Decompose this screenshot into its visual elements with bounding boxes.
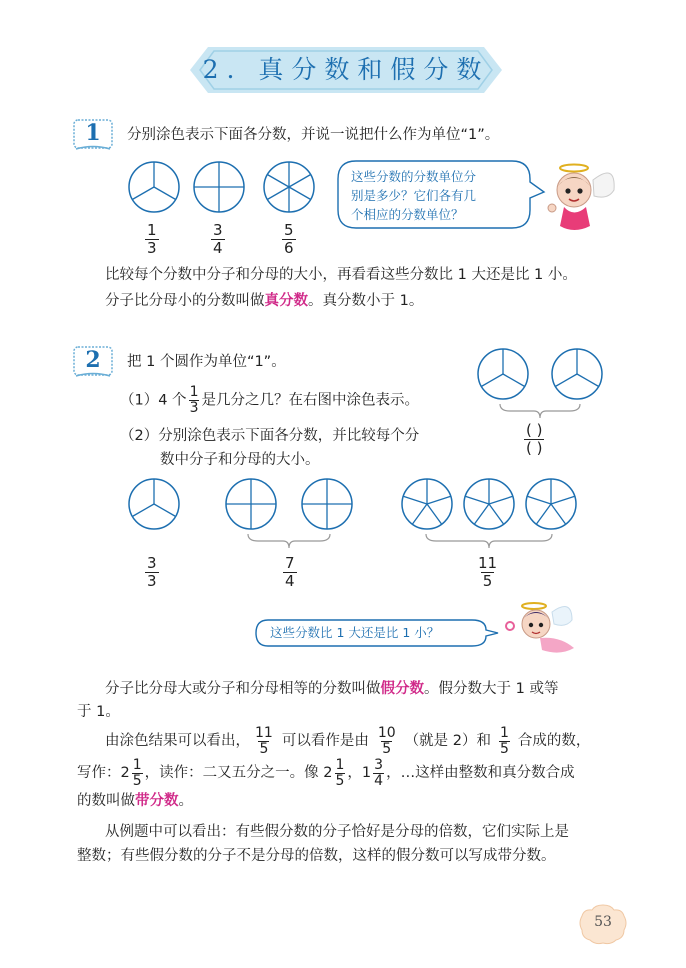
example-1-number: 1 [85,120,101,146]
answer-blank-fraction[interactable]: ( ) ( ) [526,421,543,457]
term-improper-fraction: 假分数 [380,681,424,697]
fraction-1-3: 1 3 [147,221,157,257]
example-2-instruction: 把 1 个圆作为单位“1”。 [127,354,286,370]
bubble-1-line-1: 这些分数的分数单位分 [351,169,477,184]
circle-quarters-row-1 [224,477,278,531]
circle-thirds [127,160,181,214]
ex1-para-line-2: 分子比分母小的分数叫做真分数。真分数小于 1。 [105,293,424,309]
para2-line-5: 的数叫做带分数。 [77,793,193,809]
question-1: （1）4 个 $\frac{1}{3}$ 是几分之几？在右图中涂色表示。 [120,384,419,416]
circle-quarters-row-2 [300,477,354,531]
circle-sixths [262,160,316,214]
circle-thirds-right-2 [550,347,604,401]
ex1-para-line-1: 比较每个分数中分子和分母的大小，再看看这些分数比 1 大还是比 1 小。 [105,267,577,283]
fraction-7-4: 7 4 [285,554,295,590]
circle-thirds-right-1 [476,347,530,401]
para3-line-1: 从例题中可以看出：有些假分数的分子恰好是分母的倍数，它们实际上是 [105,824,569,840]
brace-quarters [246,532,332,550]
brace-right [498,402,582,420]
bubble-1-line-2: 别是多少？它们各有几 [351,188,477,203]
fraction-3-4: 3 4 [213,221,223,257]
fraction-1-3-inline: $\frac{1}{3}$ [189,384,199,416]
page-number: 53 [594,914,612,930]
circle-fifths-row-2 [462,477,516,531]
fraction-3-3: 3 3 [147,554,157,590]
angel-cartoon-1 [538,160,618,240]
circle-thirds-row [127,477,181,531]
fraction-11-5: 11 5 [478,554,498,590]
circle-fifths-row-3 [524,477,578,531]
para2-line-2: 于 1。 [77,704,120,720]
para2-line-3: 由涂色结果可以看出， $\frac{11}{5}$ 可以看作是由 $\frac{10}{5}$ （就是 2）和 $\frac{1}{5}$ 合成的数， [105,724,591,757]
question-2-line-1: （2）分别涂色表示下面各分数，并比较每个分 [120,428,420,444]
term-mixed-number: 带分数 [135,793,179,809]
para3-line-2: 整数；有些假分数的分子不是分母的倍数，这样的假分数可以写成带分数。 [77,848,556,864]
brace-fifths [424,532,554,550]
page-title: 2. 真分数和假分数 [202,55,490,84]
term-proper-fraction: 真分数 [264,293,308,309]
bubble-1-line-3: 个相应的分数单位？ [351,207,464,222]
question-2-line-2: 数中分子和分母的大小。 [160,452,320,468]
angel-cartoon-2 [500,598,582,662]
bubble-2-text: 这些分数比 1 大还是比 1 小？ [270,625,440,640]
para2-line-1: 分子比分母大或分子和分母相等的分数叫做假分数。假分数大于 1 或等 [105,681,559,697]
example-1-instruction: 分别涂色表示下面各分数，并说一说把什么作为单位“1”。 [127,127,500,143]
example-2-number: 2 [85,347,101,373]
para2-line-4: 写作：2 $\frac{1}{5}$ ，读作：二又五分之一。像 2 $\frac{1}{5}$ ，1 $\frac{3}{4}$ ，…这样由整数和真分数合成 [77,756,575,789]
circle-quarters [192,160,246,214]
circle-fifths-row-1 [400,477,454,531]
fraction-5-6: 5 6 [284,221,294,257]
